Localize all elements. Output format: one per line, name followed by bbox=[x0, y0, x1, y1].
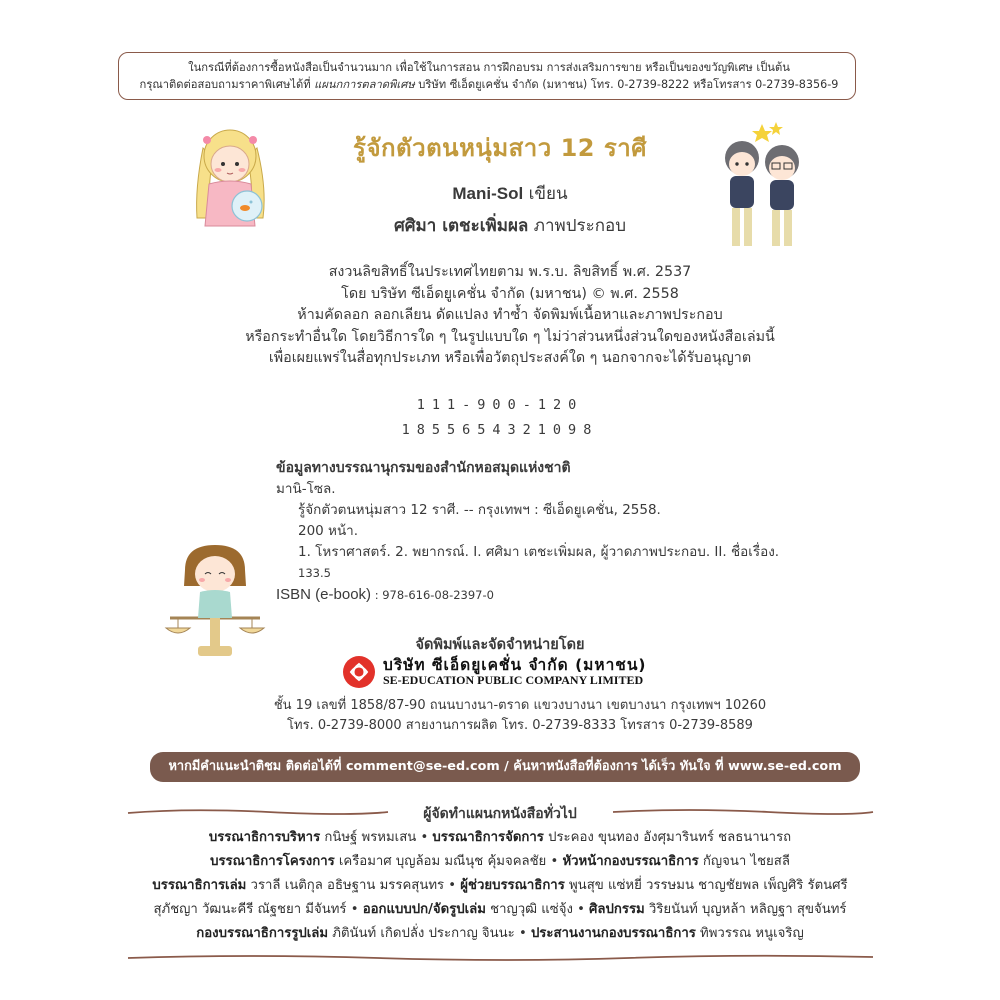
editors-row-5 bbox=[118, 922, 882, 946]
names: ชาญวุฒิ แซ่จุ้ง • bbox=[485, 902, 590, 917]
names: วราลี เนติกุล อธิษฐาน มรรคสุนทร • bbox=[246, 878, 461, 893]
notice-line-2-suffix: บริษัท ซีเอ็ดยูเคชั่น จำกัด (มหาชน) โทร. 0-2739-8222 หรือโทรสาร 0-2739-8356-9 bbox=[414, 78, 839, 91]
editors-row-2 bbox=[118, 850, 882, 874]
barcode-number-1: 111-900-120 bbox=[416, 397, 584, 413]
isbn-label: ISBN (e-book) bbox=[276, 586, 372, 603]
author-name: Mani-Sol bbox=[452, 184, 524, 203]
cip-class-number: 133.5 bbox=[298, 566, 331, 580]
copyright-line: ห้ามคัดลอก ลอกเลียน ดัดแปลง ทำซ้ำ จัดพิมพ์เนื้อหาและภาพประกอบ bbox=[297, 307, 723, 323]
phone-line: โทร. 0-2739-8000 สายงานการผลิต โทร. 0-2739-8333 โทรสาร 0-2739-8589 bbox=[287, 718, 753, 733]
role: บรรณาธิการโครงการ bbox=[210, 854, 335, 869]
isbn-value: : 978-616-08-2397-0 bbox=[371, 588, 494, 602]
publisher-address bbox=[220, 696, 820, 736]
copyright-line: สงวนลิขสิทธิ์ในประเทศไทยตาม พ.ร.บ. ลิขสิทธิ์ พ.ศ. 2537 bbox=[328, 264, 692, 280]
special-marketing-dept: แผนกการตลาดพิเศษ bbox=[314, 78, 415, 91]
feedback-banner: หากมีคำแนะนำติชม ติดต่อได้ที่ comment@se-ed.com / ค้นหาหนังสือที่ต้องการ ได้เร็ว ทันใจ ที่ www.se-ed.com bbox=[150, 752, 860, 782]
publisher-name-en: SE-EDUCATION PUBLIC COMPANY LIMITED bbox=[383, 673, 644, 687]
names: เครือมาศ บุญล้อม มณีนุช คุ้มจคลชัย • bbox=[334, 854, 563, 869]
illustrator-name: ศศิมา เตชะเพิ่มผล bbox=[393, 216, 529, 236]
illustrator-line bbox=[300, 212, 720, 239]
role: ผู้ช่วยบรรณาธิการ bbox=[460, 878, 565, 893]
book-title: รู้จักตัวตนหนุ่มสาว 12 ราศี bbox=[353, 134, 647, 162]
names: กนิษฐ์ พรหมเสน • bbox=[320, 830, 433, 845]
editors-row-1 bbox=[118, 826, 882, 850]
copyright-line: โดย บริษัท ซีเอ็ดยูเคชั่น จำกัด (มหาชน) © พ.ศ. 2558 bbox=[341, 285, 679, 302]
notice-line-2 bbox=[129, 76, 849, 93]
cip-isbn bbox=[276, 584, 876, 606]
names: สุภัชญา วัฒนะคีรี ณัฐชยา มีจันทร์ • bbox=[153, 902, 363, 917]
girl-fishbowl-illustration bbox=[185, 118, 280, 233]
address-line: ชั้น 19 เลขที่ 1858/87-90 ถนนบางนา-ตราด แขวงบางนา เขตบางนา กรุงเทพฯ 10260 bbox=[273, 698, 767, 713]
twin-boys-illustration bbox=[712, 118, 812, 253]
names: ทิพวรรณ หนูเจริญ bbox=[695, 926, 804, 941]
publisher-heading: จัดพิมพ์และจัดจำหน่ายโดย bbox=[415, 637, 585, 653]
role: บรรณาธิการจัดการ bbox=[432, 830, 544, 845]
cip-author: มานิ-โซล. bbox=[276, 481, 336, 497]
names: กัญจนา ไชยสลี bbox=[698, 854, 790, 869]
names: พูนสุข แซ่หยี่ วรรษมน ชาญชัยพล เพ็ญศิริ รัตนศรี bbox=[564, 878, 848, 893]
role: หัวหน้ากองบรรณาธิการ bbox=[562, 854, 699, 869]
role: ประสานงานกองบรรณาธิการ bbox=[530, 926, 696, 941]
se-ed-logo-icon bbox=[342, 655, 376, 689]
notice-line-2-prefix: กรุณาติดต่อสอบถามราคาพิเศษได้ที่ bbox=[139, 78, 315, 91]
publisher-name-th: บริษัท ซีเอ็ดยูเคชั่น จำกัด (มหาชน) bbox=[383, 656, 647, 674]
role: บรรณาธิการบริหาร bbox=[208, 830, 321, 845]
role: บรรณาธิการเล่ม bbox=[152, 878, 247, 893]
barcode-number-2: 1855654321098 bbox=[401, 422, 599, 438]
wavy-divider-bottom bbox=[128, 952, 873, 964]
author-line bbox=[300, 180, 720, 207]
cip-heading: ข้อมูลทางบรรณานุกรมของสำนักหอสมุดแห่งชาติ bbox=[276, 460, 571, 476]
names: วิริยนันท์ บุญหล้า หลิญฐา สุขจันทร์ bbox=[644, 902, 847, 917]
notice-line-1: ในกรณีที่ต้องการซื้อหนังสือเป็นจำนวนมาก เพื่อใช้ในการสอน การฝึกอบรม การส่งเสริมการขาย หรือเป็นของขวัญพิเศษ เป็นต้น bbox=[188, 61, 790, 74]
copyright-line: หรือกระทำอื่นใด โดยวิธีการใด ๆ ในรูปแบบใด ๆ ไม่ว่าส่วนหนึ่งส่วนใดของหนังสือเล่มนี้ bbox=[245, 328, 775, 345]
libra-girl-illustration bbox=[160, 540, 270, 660]
names: ภิตินันท์ เกิดปลั่ง ประกาญ จินนะ • bbox=[328, 926, 531, 941]
cip-title: รู้จักตัวตนหนุ่มสาว 12 ราศี. -- กรุงเทพฯ : ซีเอ็ดยูเคชั่น, 2558. bbox=[298, 502, 661, 518]
copyright-line: เพื่อเผยแพร่ในสื่อทุกประเภท หรือเพื่อวัตถุประสงค์ใด ๆ นอกจากจะได้รับอนุญาต bbox=[268, 350, 752, 366]
role: ออกแบบปก/จัดรูปเล่ม bbox=[362, 902, 486, 917]
role: กองบรรณาธิการรูปเล่ม bbox=[196, 926, 329, 941]
author-role: เขียน bbox=[528, 184, 568, 204]
illustrator-role: ภาพประกอบ bbox=[533, 216, 627, 236]
editors-row-3 bbox=[118, 874, 882, 898]
special-order-notice bbox=[118, 52, 856, 100]
cip-pages: 200 หน้า. bbox=[298, 523, 359, 539]
editors-row-4 bbox=[118, 898, 882, 922]
names: ประคอง ขุนทอง อังศุมารินทร์ ชลธนานารถ bbox=[543, 830, 792, 845]
editors-credits bbox=[118, 826, 882, 946]
editors-heading: ผู้จัดทำแผนกหนังสือทั่วไป bbox=[423, 806, 577, 822]
cip-block bbox=[276, 458, 876, 606]
cip-subjects: 1. โหราศาสตร์. 2. พยากรณ์. I. ศศิมา เตชะเพิ่มผล, ผู้วาดภาพประกอบ. II. ชื่อเรื่อง. bbox=[298, 544, 780, 560]
copyright-block bbox=[180, 262, 840, 370]
role: ศิลปกรรม bbox=[589, 902, 645, 917]
